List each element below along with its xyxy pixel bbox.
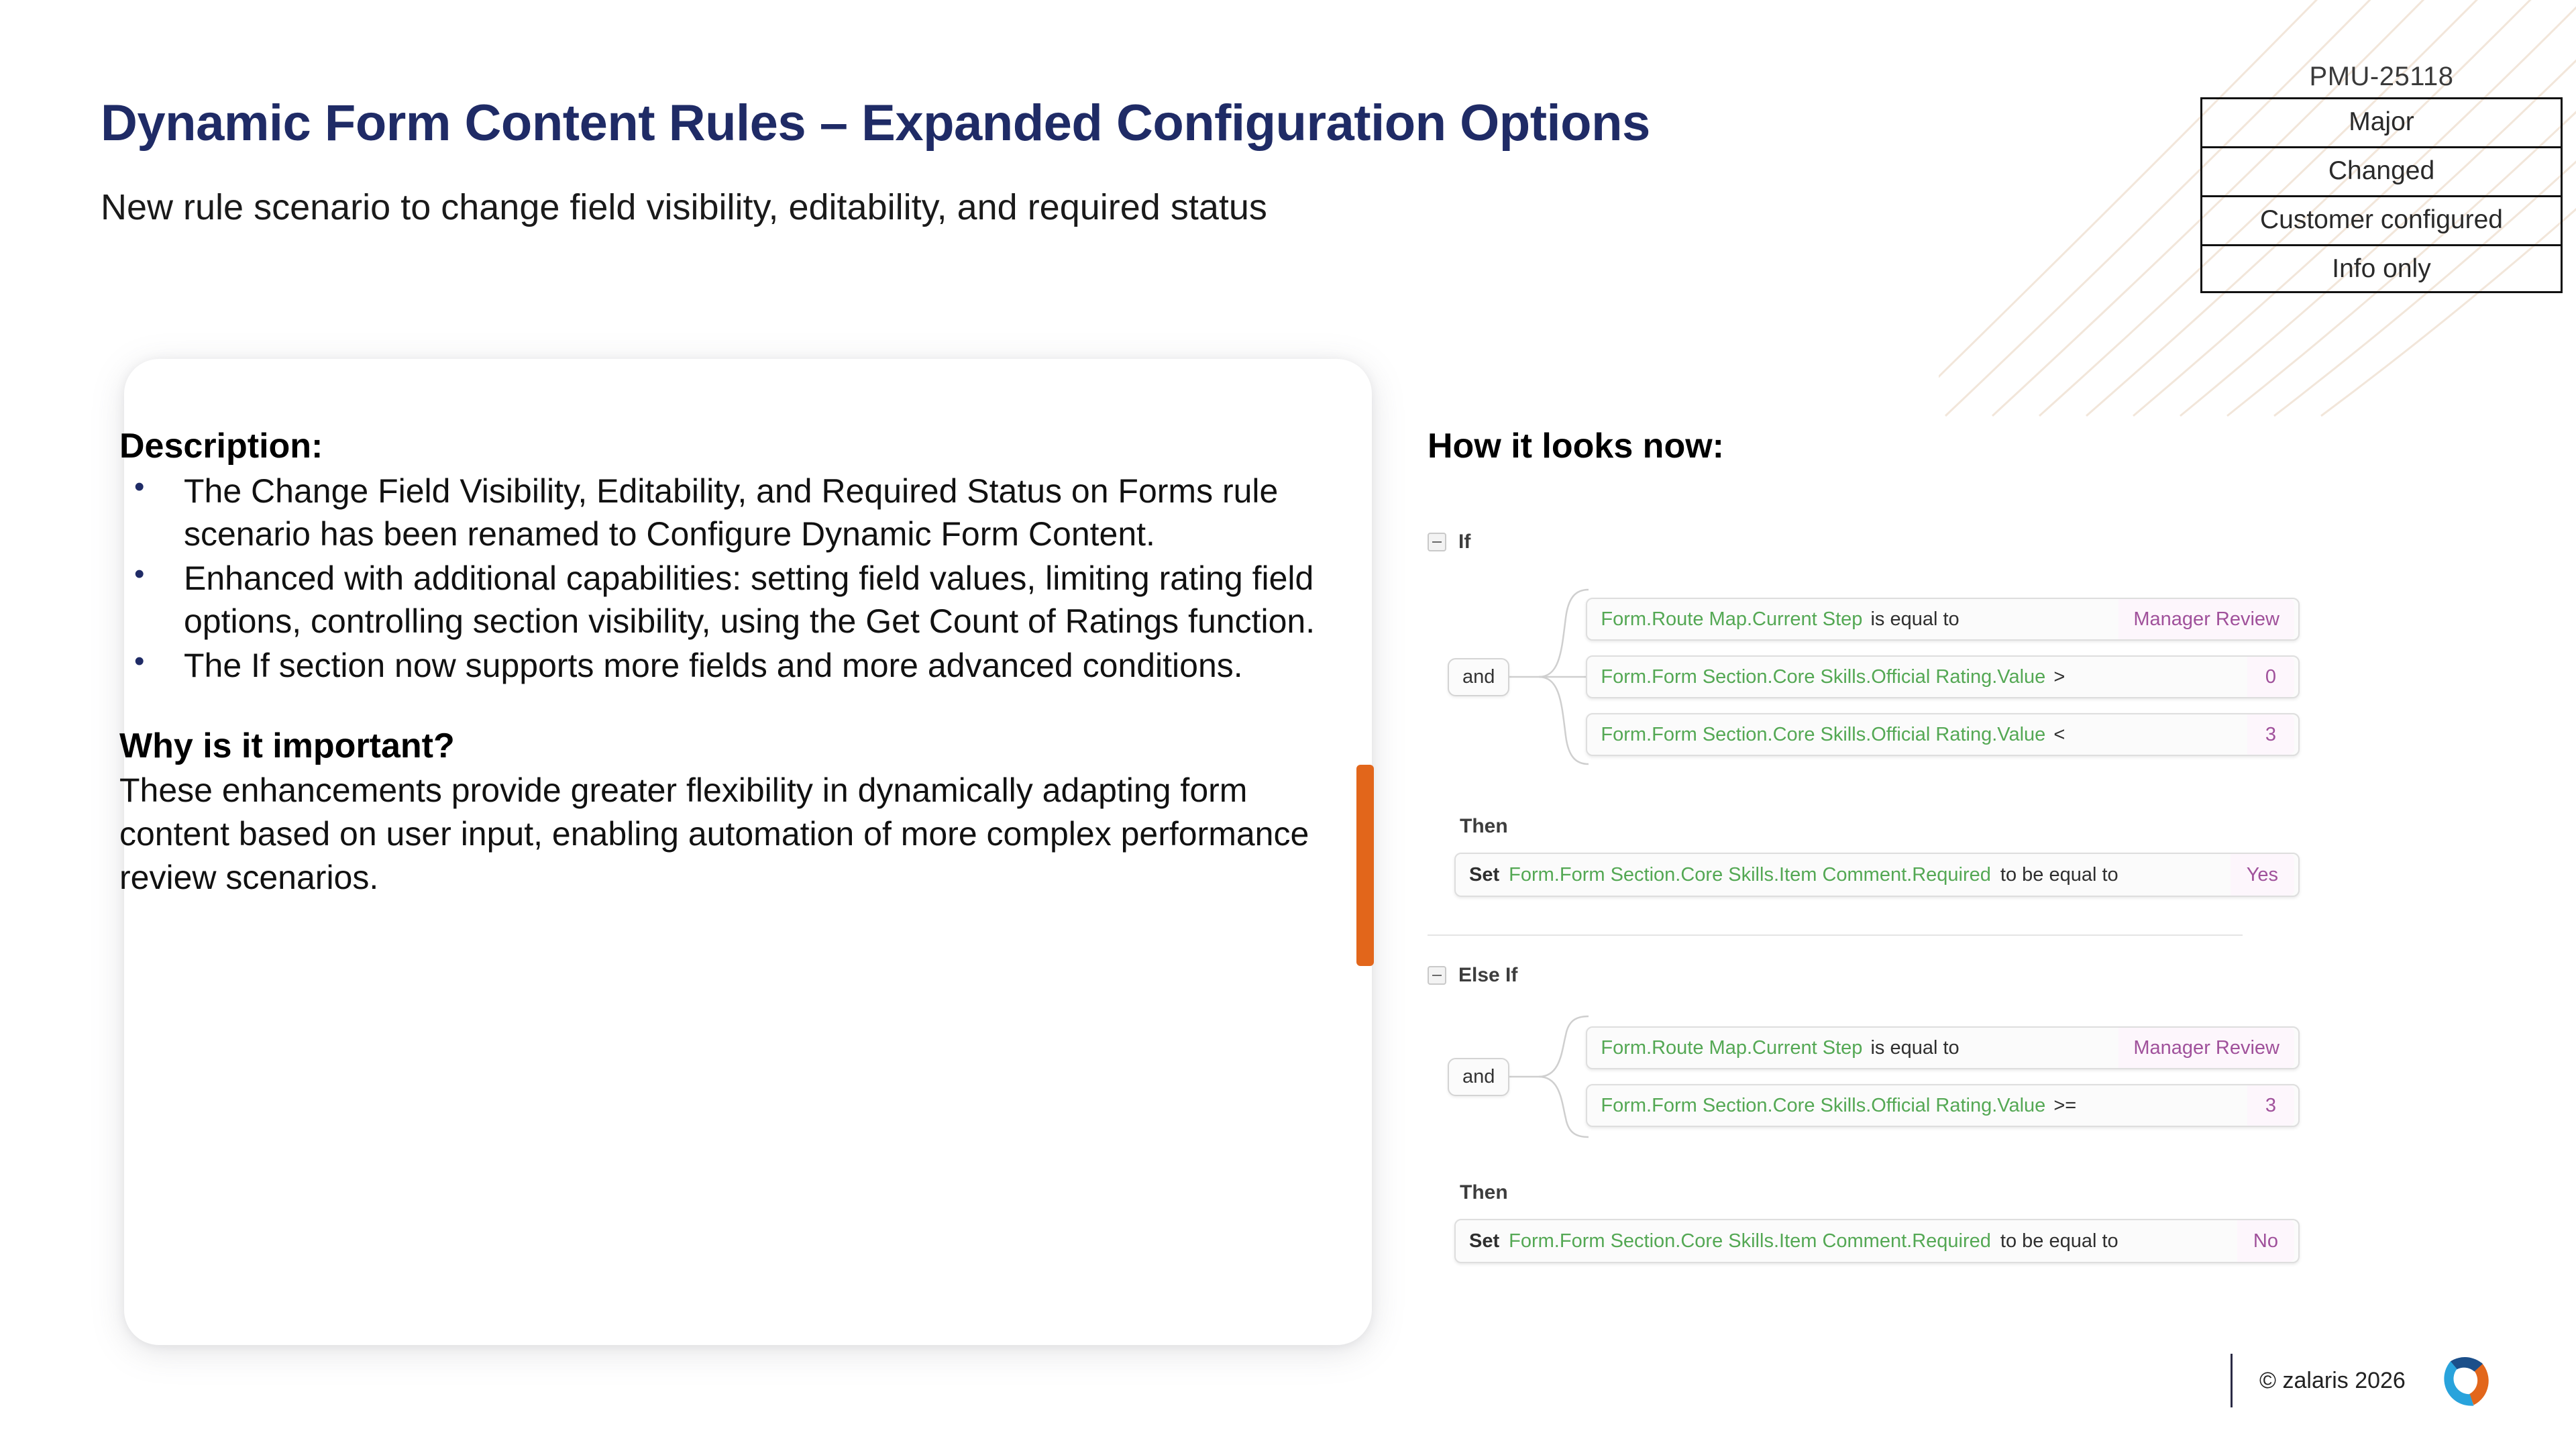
why-important-block xyxy=(119,726,1334,899)
badge-row-severity: Major xyxy=(2200,97,2563,146)
description-bullet-list xyxy=(119,470,1334,687)
condition-operator: < xyxy=(2053,723,2065,745)
if-node-header[interactable] xyxy=(1428,531,2300,553)
branch-lines-icon xyxy=(1508,1010,1589,1144)
condition-value[interactable]: 3 xyxy=(2247,714,2294,755)
then-label: Then xyxy=(1460,815,1508,837)
and-connector-node[interactable]: and xyxy=(1448,1058,1509,1096)
elseif-condition-group xyxy=(1448,1010,2300,1144)
action-value[interactable]: No xyxy=(2237,1220,2294,1262)
condition-operator: is equal to xyxy=(1870,1036,1960,1059)
collapse-minus-icon[interactable] xyxy=(1428,966,1446,985)
list-item: • The If section now supports more fields and more advanced conditions. xyxy=(119,644,1334,687)
orange-accent-bar xyxy=(1356,765,1374,966)
badge-table xyxy=(2200,62,2563,293)
copyright-text: © zalaris 2026 xyxy=(2259,1367,2406,1393)
then-label: Then xyxy=(1460,1181,1508,1203)
screenshot-column xyxy=(1428,426,2300,1263)
action-pill[interactable] xyxy=(1454,853,2300,897)
condition-field: Form.Form Section.Core Skills.Official Rating.Value xyxy=(1601,723,2046,745)
condition-pill[interactable] xyxy=(1586,655,2300,698)
action-field: Form.Form Section.Core Skills.Item Comment.Required xyxy=(1509,1230,1991,1252)
and-connector-node[interactable]: and xyxy=(1448,658,1509,696)
footer xyxy=(2231,1348,2498,1413)
how-it-looks-heading: How it looks now: xyxy=(1428,427,1724,466)
action-pill[interactable] xyxy=(1454,1219,2300,1263)
action-verb: Set xyxy=(1469,1230,1500,1252)
rule-block-elseif xyxy=(1428,964,2300,1263)
condition-field: Form.Form Section.Core Skills.Official Rating.Value xyxy=(1601,665,2046,688)
branch-lines-icon xyxy=(1508,576,1589,777)
elseif-node-label: Else If xyxy=(1458,964,1518,986)
zalaris-logo-icon xyxy=(2434,1348,2498,1413)
page-subtitle: New rule scenario to change field visibility, editability, and required status xyxy=(101,187,1267,227)
why-important-heading: Why is it important? xyxy=(119,727,455,766)
rule-divider xyxy=(1428,934,2243,936)
condition-value[interactable]: Manager Review xyxy=(2118,1028,2294,1068)
condition-pill[interactable] xyxy=(1586,713,2300,756)
action-field: Form.Form Section.Core Skills.Item Comment.Required xyxy=(1509,863,1991,885)
description-column xyxy=(119,426,1334,900)
action-operator: to be equal to xyxy=(2000,863,2118,885)
condition-field: Form.Route Map.Current Step xyxy=(1601,1036,1863,1059)
condition-field: Form.Form Section.Core Skills.Official Rating.Value xyxy=(1601,1094,2046,1116)
condition-pill[interactable] xyxy=(1586,598,2300,641)
if-node-label: If xyxy=(1458,531,1471,553)
condition-operator: is equal to xyxy=(1870,608,1960,630)
footer-divider xyxy=(2231,1354,2233,1407)
why-important-text: These enhancements provide greater flexibility in dynamically adapting form content based on user input, enabling automation of more complex performance review scenarios. xyxy=(119,771,1309,896)
condition-value[interactable]: 0 xyxy=(2247,657,2294,697)
if-condition-group xyxy=(1448,576,2300,777)
list-item: • The Change Field Visibility, Editability, and Required Status on Forms rule scenario has been renamed to Configure Dynamic Form Content. xyxy=(119,470,1334,555)
condition-value[interactable]: 3 xyxy=(2247,1085,2294,1126)
condition-field: Form.Route Map.Current Step xyxy=(1601,608,1863,630)
badge-row-infoonly: Info only xyxy=(2200,244,2563,293)
action-operator: to be equal to xyxy=(2000,1230,2118,1252)
condition-pill[interactable] xyxy=(1586,1084,2300,1127)
collapse-minus-icon[interactable] xyxy=(1428,533,1446,551)
page-title: Dynamic Form Content Rules – Expanded Configuration Options xyxy=(101,95,1650,152)
rule-block-if xyxy=(1428,531,2300,936)
condition-pill[interactable] xyxy=(1586,1026,2300,1069)
elseif-node-header[interactable] xyxy=(1428,964,2300,987)
badge-row-configuration: Customer configured xyxy=(2200,195,2563,244)
action-verb: Set xyxy=(1469,863,1500,885)
if-condition-list xyxy=(1586,598,2300,756)
list-item: • Enhanced with additional capabilities: setting field values, limiting rating field options, controlling section visibility, using the Get Count of Ratings function. xyxy=(119,557,1334,643)
condition-operator: > xyxy=(2053,665,2065,688)
badge-id: PMU-25118 xyxy=(2309,62,2454,91)
condition-operator: >= xyxy=(2053,1094,2077,1116)
badge-row-changetype: Changed xyxy=(2200,146,2563,195)
condition-value[interactable]: Manager Review xyxy=(2118,599,2294,639)
action-value[interactable]: Yes xyxy=(2231,854,2294,896)
elseif-condition-list xyxy=(1586,1026,2300,1127)
description-heading: Description: xyxy=(119,427,323,466)
